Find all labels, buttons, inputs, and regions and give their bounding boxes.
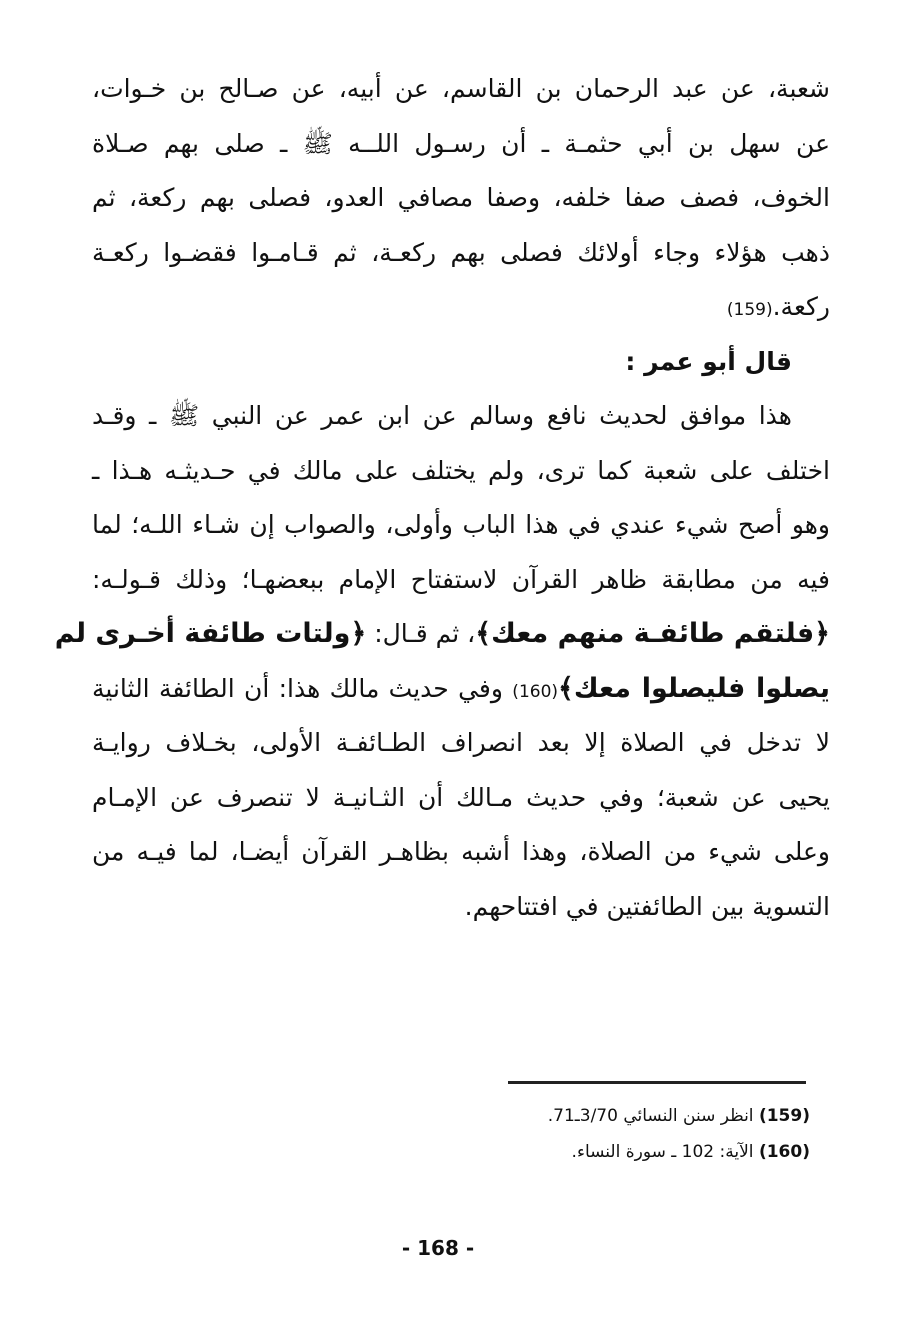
main-text [54, 62, 831, 934]
section-heading: قال أبو عمر : [625, 346, 792, 376]
footnote-number: (159) [758, 1106, 810, 1126]
quran-verse: يصلوا فليصلوا معك﴾ [558, 672, 831, 704]
text-line [92, 280, 830, 335]
text-line: وعلى شيء من الصلاة، وهذا أشبه بظاهـر القرآن أيضـا، لما فيـه من [92, 837, 830, 866]
footnote-ref-160: (160) [512, 681, 559, 702]
footnote-text: الآية: 102 ـ سورة النساء. [571, 1142, 759, 1162]
text-line: وهو أصح شيء عندي في هذا الباب وأولى، والصواب إن شـاء اللـه؛ لما [92, 510, 830, 539]
footnote-ref-159: (159) [726, 300, 773, 320]
footnote-text: انظر سنن النسائي 3/70ـ71. [547, 1106, 759, 1126]
text-line: لا تدخل في الصلاة إلا بعد انصراف الطـائفـة الأولى، بخـلاف روايـة [92, 728, 830, 757]
page-number: - 168 - [401, 1236, 475, 1260]
text-line: عن سهل بن أبي حثمـة ـ أن رسـول اللــه ﷺ ـ صلى بهم صـلاة [92, 128, 830, 158]
text-line: التسوية بين الطائفتين في افتتاحهم. [464, 891, 830, 921]
text-line: يحيى عن شعبة؛ وفي حديث مـالك أن الثـانيـة لا تنصرف عن الإمـام [92, 782, 830, 812]
text-line: شعبة، عن عبد الرحمان بن القاسم، عن أبيه، عن صـالح بن خـوات، [92, 74, 830, 103]
footnote-item [430, 1134, 810, 1170]
text-fragment: ، ثم قـال: [366, 619, 476, 648]
text-line [54, 607, 830, 662]
quran-verse: ﴿فلتقم طائفـة منهم معك﴾ [475, 618, 830, 649]
text-line [92, 662, 830, 717]
footnote-item [430, 1098, 810, 1134]
text-line: فيه من مطابقة ظاهر القرآن لاستفتاح الإمام ببعضهـا؛ وذلك قـولـه: [92, 564, 830, 594]
text-line: هذا موافق لحديث نافع وسالم عن ابن عمر عن النبي ﷺ ـ وقـد [92, 401, 792, 430]
text-line: الخوف، فصف صفا خلفه، وصفا مصافي العدو، فصلى بهم ركعة، ثم [92, 183, 830, 212]
quran-verse: ﴿ولتات طائفة أخـرى لم [54, 618, 367, 649]
text-line: اختلف على شعبة كما ترى، ولم يختلف على مالك في حـديثـه هـذا ـ [92, 455, 830, 485]
footnotes [430, 1098, 810, 1170]
footnote-divider [508, 1081, 806, 1084]
footnote-number: (160) [758, 1142, 810, 1162]
text-fragment: ركعة. [772, 292, 830, 321]
text-line: ذهب هؤلاء وجاء أولائك فصلى بهم ركعـة، ثم قـامـوا فقضـوا ركعـة [92, 237, 830, 267]
text-fragment: وفي حديث مالك هذا: أن الطائفة الثانية [92, 673, 513, 703]
